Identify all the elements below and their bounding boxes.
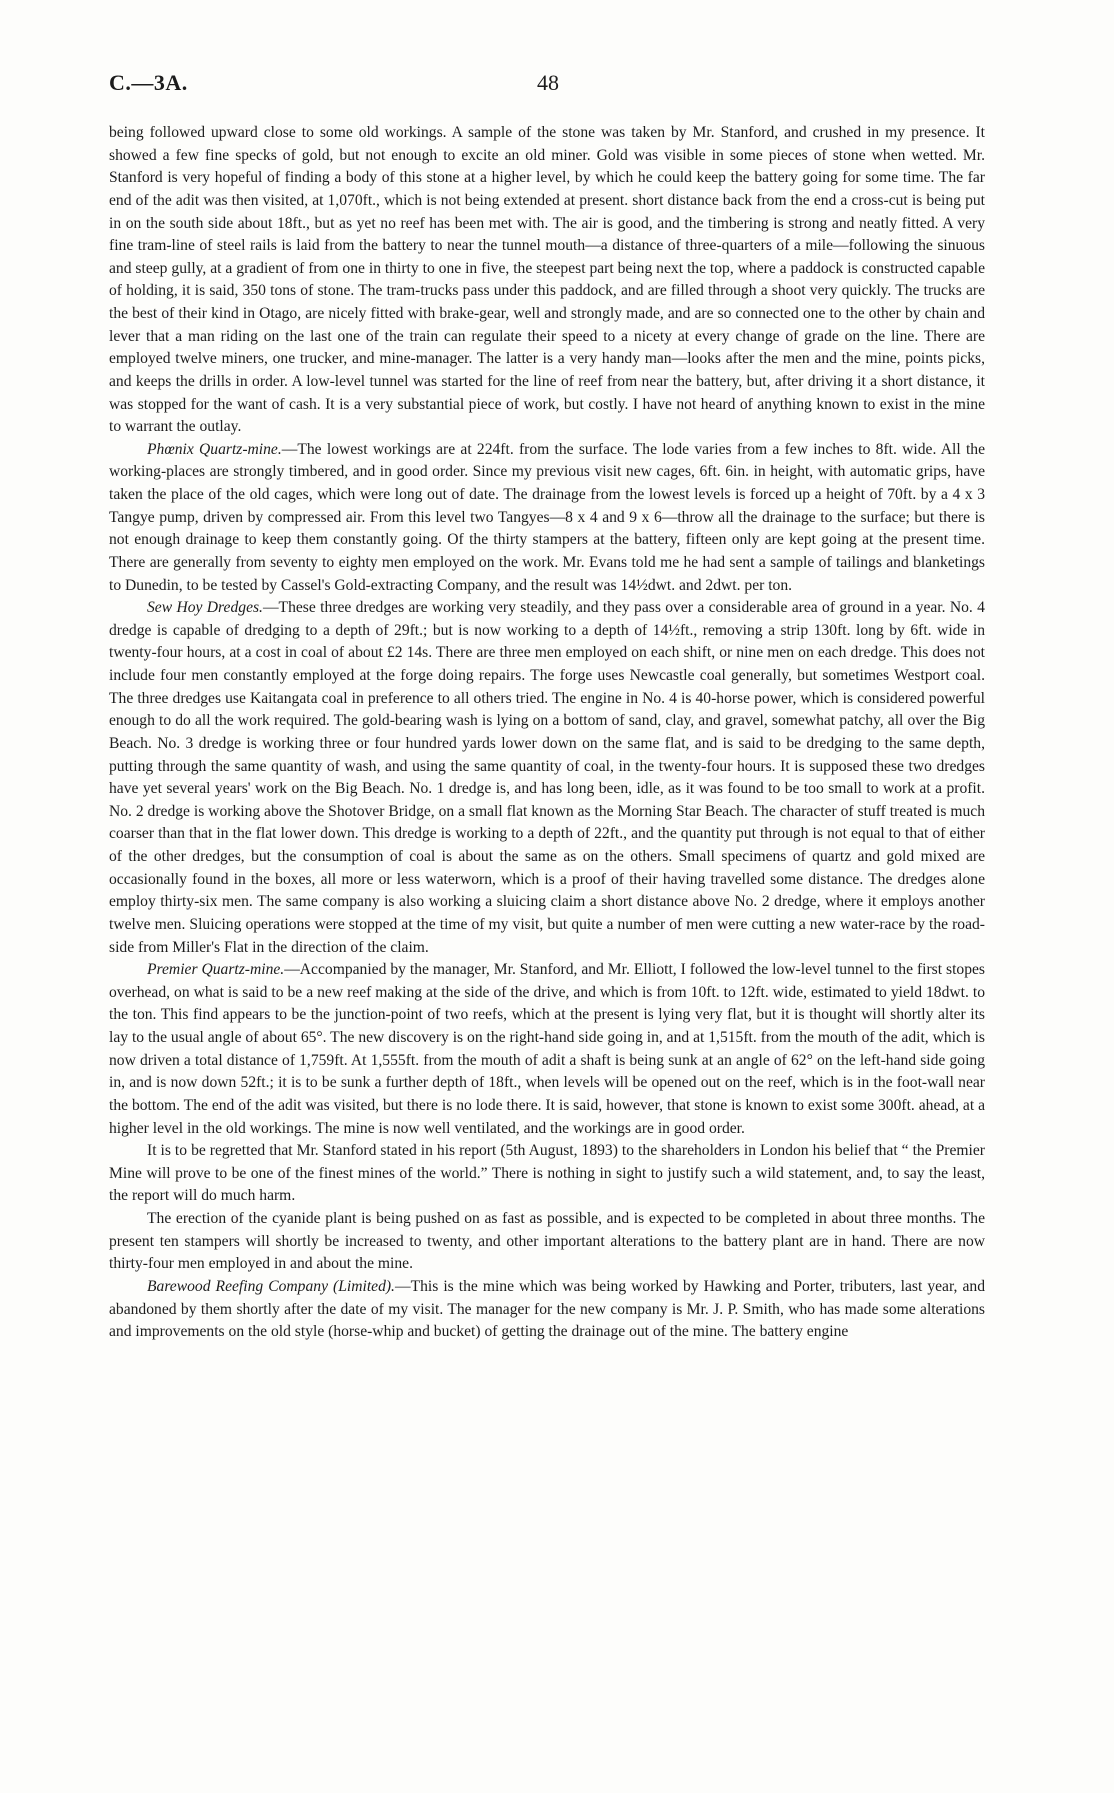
paragraph-text: It is to be regretted that Mr. Stanford stated in his report (5th August, 1893) to the shareholders in London his belief that “ the Premier Mine will prove to be one of the finest mines of the world.” There is nothing in sight to justify such a wild statement, and, to say the least, the report will do much harm. — [109, 1142, 985, 1205]
paragraph-text: —This is the mine which was being worked by Hawking and Porter, tributers, last year, and abandoned by them shortly after the date of my visit. The manager for the new company is Mr. J. P. Smith, who has made some alterations and improvements on the old style (horse-whip and bucket) of getting the drainage out of the mine. The battery engine — [109, 1277, 985, 1341]
section-heading-phoenix: Phœnix Quartz-mine. — [147, 440, 282, 458]
body-text — [109, 122, 985, 1344]
paragraph-sew-hoy-dredges — [109, 597, 985, 959]
page-number: 48 — [537, 70, 559, 95]
page-header — [109, 70, 985, 94]
paragraph-text: being followed upward close to some old workings. A sample of the stone was taken by Mr. Stanford, and crushed in my presence. It showed a few fine specks of gold, but not enough to excite an old miner. Gold was visible in some pieces of stone when wetted. Mr. Stanford is very hopeful of finding a body of this stone at a higher level, by which he could keep the battery going for some time. The far end of the adit was then visited, at 1,070ft., which is not being extended at present. short distance back from the end a cross-cut is being put in on the south side about 18ft., but as yet no reef has been met with. The air is good, and the timbering is strong and neatly fitted. A very fine tram-line of steel rails is laid from the battery to near the tunnel mouth—a distance of three-quarters of a mile—following the sinuous and steep gully, at a gradient of from one in thirty to one in five, the steepest part being next the top, where a paddock is constructed capable of holding, it is said, 350 tons of stone. The tram-trucks pass under this paddock, and are filled through a shoot very quickly. The trucks are the best of their kind in Otago, are nicely fitted with brake-gear, well and strongly made, and are so connected one to the other by chain and lever that a man riding on the last one of the train can regulate their speed to a nicety at every change of grade on the line. There are employed twelve miners, one trucker, and mine-manager. The latter is a very handy man—looks after the men and the mine, points picks, and keeps the drills in order. A low-level tunnel was started for the line of reef from near the battery, but, after driving it a short distance, it was stopped for the want of cash. It is a very substantial piece of work, but costly. I have not heard of anything known to exist in the mine to warrant the outlay. — [109, 124, 985, 436]
section-heading-premier: Premier Quartz-mine. — [147, 961, 285, 979]
paragraph-text: —The lowest workings are at 224ft. from the surface. The lode varies from a few inches to 8ft. wide. All the working-places are strongly timbered, and in good order. Since my previous visit new cages, 6ft. 6in. in height, with automatic grips, have taken the place of the old cages, which were long out of date. The drainage from the lowest levels is forced up a height of 70ft. by a 4 x 3 Tangye pump, driven by compressed air. From this level two Tangyes—8 x 4 and 9 x 6—throw all the drainage to the surface; but there is not enough drainage to keep them constantly going. Of the thirty stampers at the battery, fifteen only are kept going at the present time. There are generally from seventy to eighty men employed on the work. Mr. Evans told me he had sent a sample of tailings and blanketings to Dunedin, to be tested by Cassel's Gold-extracting Company, and the result was 14½dwt. and 2dwt. per ton. — [109, 440, 985, 594]
section-heading-sew-hoy: Sew Hoy Dredges. — [147, 599, 263, 617]
paragraph-text: The erection of the cyanide plant is being pushed on as fast as possible, and is expected to be completed in about three months. The present ten stampers will shortly be increased to twenty, and other important alterations to the battery plant are in hand. There are now thirty-four men employed in and about the mine. — [109, 1210, 985, 1273]
paragraph-barewood-reefing — [109, 1276, 985, 1344]
paragraph-continued-tunnel — [109, 122, 985, 439]
paragraph-stanford-report — [109, 1140, 985, 1208]
paragraph-phoenix-quartz-mine — [109, 439, 985, 597]
document-code: C.—3A. — [109, 70, 188, 95]
paragraph-text: —Accompanied by the manager, Mr. Stanford, and Mr. Elliott, I followed the low-level tunnel to the first stopes overhead, on what is said to be a new reef making at the side of the drive, and which is from 10ft. to 12ft. wide, estimated to yield 18dwt. to the ton. This find appears to be the junction-point of two reefs, which at the present is lying very flat, but it is thought will shortly alter its lay to the usual angle of about 65°. The new discovery is on the right-hand side going in, and at 1,515ft. from the mouth of the adit, which is now driven a total distance of 1,759ft. At 1,555ft. from the mouth of adit a shaft is being sunk at an angle of 62° on the left-hand side going in, and is now down 52ft.; it is to be sunk a further depth of 18ft., when levels will be opened out on the reef, which is in the foot-wall near the bottom. The end of the adit was visited, but there is no lode there. It is said, however, that stone is known to exist some 300ft. ahead, at a higher level in the old workings. The mine is now well ventilated, and the workings are in good order. — [109, 961, 985, 1137]
paragraph-cyanide-plant — [109, 1208, 985, 1276]
section-heading-barewood: Barewood Reefing Company (Limited). — [147, 1277, 395, 1295]
paragraph-text: —These three dredges are working very steadily, and they pass over a considerable area of ground in a year. No. 4 dredge is capable of dredging to a depth of 29ft.; but is now working to a depth of 14½ft., removing a strip 130ft. long by 6ft. wide in twenty-four hours, at a cost in coal of about £2 14s. There are three men employed on each shift, or nine men on each dredge. This does not include four men constantly employed at the forge doing repairs. The forge uses Newcastle coal generally, but sometimes Westport coal. The three dredges use Kaitangata coal in preference to all others tried. The engine in No. 4 is 40-horse power, which is considered powerful enough to do all the work required. The gold-bearing wash is lying on a bottom of sand, clay, and gravel, somewhat patchy, all over the Big Beach. No. 3 dredge is working three or four hundred yards lower down on the same flat, and is said to be dredging to the same depth, putting through the same quantity of wash, and using the same quantity of coal, in the twenty-four hours. It is supposed these two dredges have yet several years' work on the Big Beach. No. 1 dredge is, and has long been, idle, as it was found to be too small to work at a profit. No. 2 dredge is working above the Shotover Bridge, on a small flat known as the Morning Star Beach. The character of stuff treated is much coarser than that in the flat lower down. This dredge is working to a depth of 22ft., and the quantity put through is not equal to that of either of the other dredges, but the consumption of coal is about the same as on the others. Small specimens of quartz and gold mixed are occasionally found in the boxes, all more or less waterworn, which is a proof of their having travelled some distance. The dredges alone employ thirty-six men. The same company is also working a sluicing claim a short distance above No. 2 dredge, where it employs another twelve men. Sluicing operations were stopped at the time of my visit, but quite a number of men were cutting a new water-race by the road-side from Miller's Flat in the direction of the claim. — [109, 599, 985, 956]
paragraph-premier-quartz-mine — [109, 959, 985, 1140]
